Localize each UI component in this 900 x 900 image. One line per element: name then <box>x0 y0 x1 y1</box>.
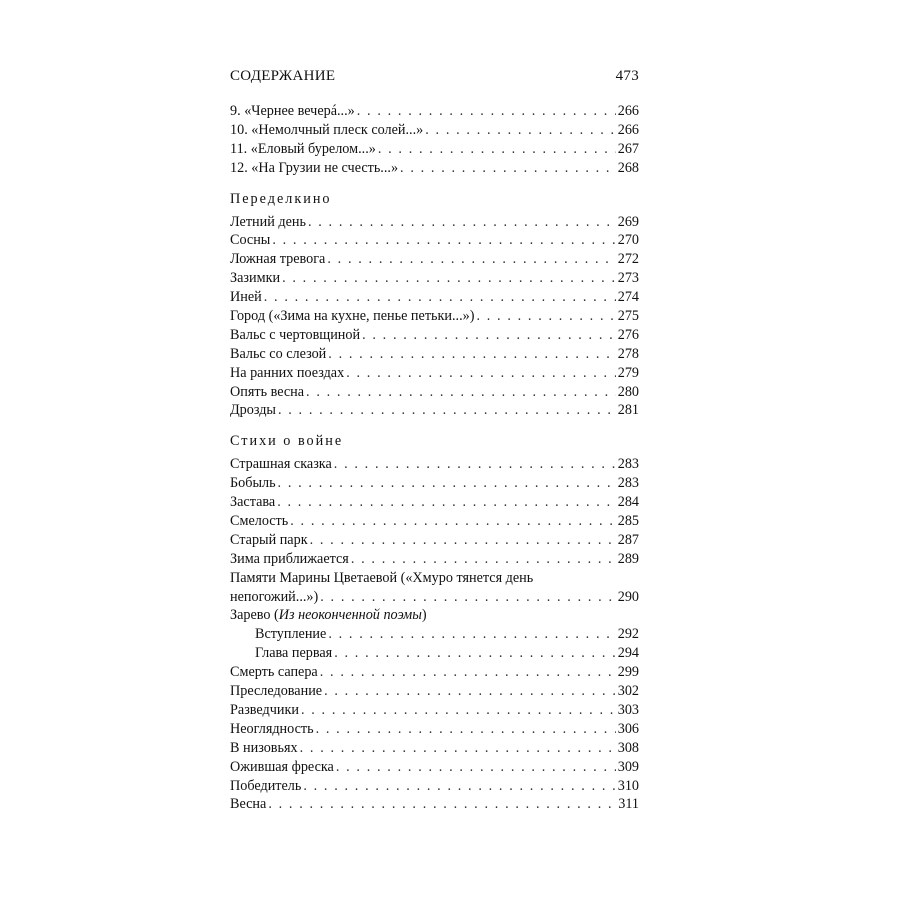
dot-leader <box>301 701 616 720</box>
toc-entry-title: Иней <box>230 289 262 306</box>
toc-entry-title: Город («Зима на кухне, пенье петьки...») <box>230 308 475 325</box>
toc-entry <box>230 512 639 531</box>
section-heading-war-poems: Стихи о войне <box>230 433 344 450</box>
dot-leader <box>400 159 616 178</box>
toc-entry <box>230 213 639 232</box>
toc-entry-page: 299 <box>617 664 639 681</box>
toc-entry-title: Зарево (Из неоконченной поэмы) <box>230 607 427 624</box>
toc-entry <box>230 474 639 493</box>
dot-leader <box>310 531 616 550</box>
dot-leader <box>324 682 616 701</box>
toc-entry-title: Глава первая <box>255 645 333 662</box>
toc-entry <box>230 720 639 739</box>
dot-leader <box>264 288 616 307</box>
toc-entry <box>230 739 639 758</box>
toc-entry-subtitle-italic: Из неоконченной поэмы <box>278 607 422 624</box>
toc-entry-page: 306 <box>617 720 639 737</box>
toc-entry-title-line2: непогожий...») <box>230 588 319 605</box>
toc-entry <box>230 121 639 140</box>
toc-entry-page: 302 <box>617 683 639 700</box>
table-of-contents <box>230 102 639 814</box>
dot-leader <box>362 326 616 345</box>
toc-entry-page: 280 <box>617 383 639 400</box>
toc-entry <box>230 455 639 474</box>
dot-leader <box>290 512 615 531</box>
toc-entry <box>230 140 639 159</box>
dot-leader <box>308 213 616 232</box>
toc-entry-title: 11. «Еловый бурелом...» <box>230 140 376 157</box>
toc-entry-page: 294 <box>617 645 639 662</box>
dot-leader <box>272 231 615 250</box>
toc-entry-page: 290 <box>617 588 639 605</box>
dot-leader <box>328 625 615 644</box>
toc-group-zarevo-parts <box>230 625 639 663</box>
toc-entry <box>230 269 639 288</box>
toc-group-war-poems-a <box>230 455 639 568</box>
toc-entry <box>230 493 639 512</box>
toc-entry-title: Вальс с чертовщиной <box>230 326 361 343</box>
toc-entry-page: 309 <box>617 758 639 775</box>
toc-entry <box>230 682 639 701</box>
toc-entry-page: 278 <box>617 345 639 362</box>
toc-entry-title: Смерть сапера <box>230 664 318 681</box>
toc-entry-page: 284 <box>617 494 639 511</box>
dot-leader <box>300 739 616 758</box>
toc-entry-page: 311 <box>618 796 639 813</box>
toc-entry <box>230 102 639 121</box>
toc-entry-title: Зима приближается <box>230 550 349 567</box>
toc-entry-title: 9. «Чернее вечерá...» <box>230 103 355 119</box>
toc-entry-title: Преследование <box>230 683 323 700</box>
toc-entry <box>230 531 639 550</box>
running-header <box>230 68 639 92</box>
dot-leader <box>277 493 616 512</box>
toc-entry <box>230 345 639 364</box>
toc-entry-page: 269 <box>617 213 639 230</box>
toc-entry-page: 268 <box>617 159 639 176</box>
dot-leader <box>320 663 616 682</box>
running-page-number: 473 <box>615 68 639 84</box>
toc-entry <box>230 625 639 644</box>
toc-entry-page: 266 <box>617 121 639 138</box>
toc-entry-tsvetaeva <box>230 569 639 607</box>
toc-entry <box>230 159 639 178</box>
toc-entry-page: 292 <box>617 626 639 643</box>
toc-entry-title: 12. «На Грузии не счесть...» <box>230 159 399 176</box>
toc-entry-page: 279 <box>617 364 639 381</box>
toc-entry-title: Ожившая фреска <box>230 758 334 775</box>
toc-entry-title: Застава <box>230 494 276 511</box>
toc-entry <box>230 307 639 326</box>
dot-leader <box>351 550 616 569</box>
toc-entry-title: Летний день <box>230 213 306 230</box>
dot-leader <box>334 644 616 663</box>
toc-entry <box>230 401 639 420</box>
toc-entry-title: Зазимки <box>230 270 281 287</box>
toc-entry <box>230 663 639 682</box>
toc-entry-title: 10. «Немолчный плеск солей...» <box>230 121 424 138</box>
toc-entry-title: Неоглядность <box>230 720 314 737</box>
toc-entry-page: 276 <box>617 326 639 343</box>
toc-group-war-poems-b <box>230 663 639 814</box>
dot-leader <box>303 777 615 796</box>
toc-entry-page: 303 <box>617 701 639 718</box>
toc-entry <box>230 231 639 250</box>
dot-leader <box>278 474 616 493</box>
toc-entry-title: В низовьях <box>230 739 298 756</box>
toc-entry-page: 281 <box>617 402 639 419</box>
toc-entry-page: 308 <box>617 739 639 756</box>
toc-entry-page: 285 <box>617 513 639 530</box>
dot-leader <box>328 345 615 364</box>
toc-entry-title: Ложная тревога <box>230 251 326 268</box>
toc-entry <box>230 250 639 269</box>
dot-leader <box>278 401 616 420</box>
toc-entry-page: 283 <box>617 475 639 492</box>
dot-leader <box>316 720 616 739</box>
dot-leader <box>268 795 616 814</box>
toc-entry-title: Страшная сказка <box>230 456 332 473</box>
toc-entry-title: Смелость <box>230 513 289 530</box>
toc-entry <box>230 550 639 569</box>
toc-entry-title: Бобыль <box>230 475 276 492</box>
dot-leader <box>306 383 616 402</box>
toc-entry <box>230 758 639 777</box>
dot-leader <box>334 455 616 474</box>
toc-entry-title: Весна <box>230 796 267 813</box>
toc-entry-title-line1: Памяти Марины Цветаевой («Хмуро тянется день <box>230 569 534 586</box>
dot-leader <box>282 269 616 288</box>
toc-entry-title: Вступление <box>255 626 327 643</box>
dot-leader <box>425 121 615 140</box>
toc-entry <box>230 326 639 345</box>
toc-entry-title: Дрозды <box>230 402 276 419</box>
toc-entry-page: 273 <box>617 270 639 287</box>
toc-entry-page: 266 <box>617 103 639 119</box>
toc-entry-page: 272 <box>617 251 639 268</box>
toc-entry-page: 283 <box>617 456 639 473</box>
section-heading-peredelkino: Переделкино <box>230 190 332 207</box>
toc-entry-title: Разведчики <box>230 701 299 718</box>
toc-entry-title: Победитель <box>230 777 302 794</box>
dot-leader <box>336 758 616 777</box>
toc-entry-page: 310 <box>617 777 639 794</box>
toc-entry-page: 267 <box>617 140 639 157</box>
toc-entry-title: Вальс со слезой <box>230 345 327 362</box>
toc-entry <box>230 795 639 814</box>
toc-entry-page: 275 <box>617 308 639 325</box>
dot-leader <box>378 140 616 159</box>
toc-group-continued <box>230 102 639 178</box>
toc-entry-title: На ранних поездах <box>230 364 345 381</box>
toc-entry <box>230 644 639 663</box>
toc-entry-page: 274 <box>617 289 639 306</box>
toc-entry <box>230 701 639 720</box>
toc-entry <box>230 383 639 402</box>
toc-entry-title: Опять весна <box>230 383 305 400</box>
toc-entry-page: 287 <box>617 531 639 548</box>
dot-leader <box>327 250 615 269</box>
toc-entry <box>230 777 639 796</box>
toc-entry-page: 289 <box>617 550 639 567</box>
toc-entry <box>230 364 639 383</box>
toc-entry-page: 270 <box>617 232 639 249</box>
dot-leader <box>320 588 615 607</box>
dot-leader <box>476 307 615 326</box>
dot-leader <box>346 364 616 383</box>
toc-entry <box>230 288 639 307</box>
toc-entry-zarevo <box>230 606 639 625</box>
dot-leader <box>357 102 616 121</box>
toc-entry-title: Сосны <box>230 232 271 249</box>
toc-group-peredelkino <box>230 213 639 421</box>
running-header-title: СОДЕРЖАНИЕ <box>230 68 336 84</box>
toc-entry-title: Старый парк <box>230 531 308 548</box>
